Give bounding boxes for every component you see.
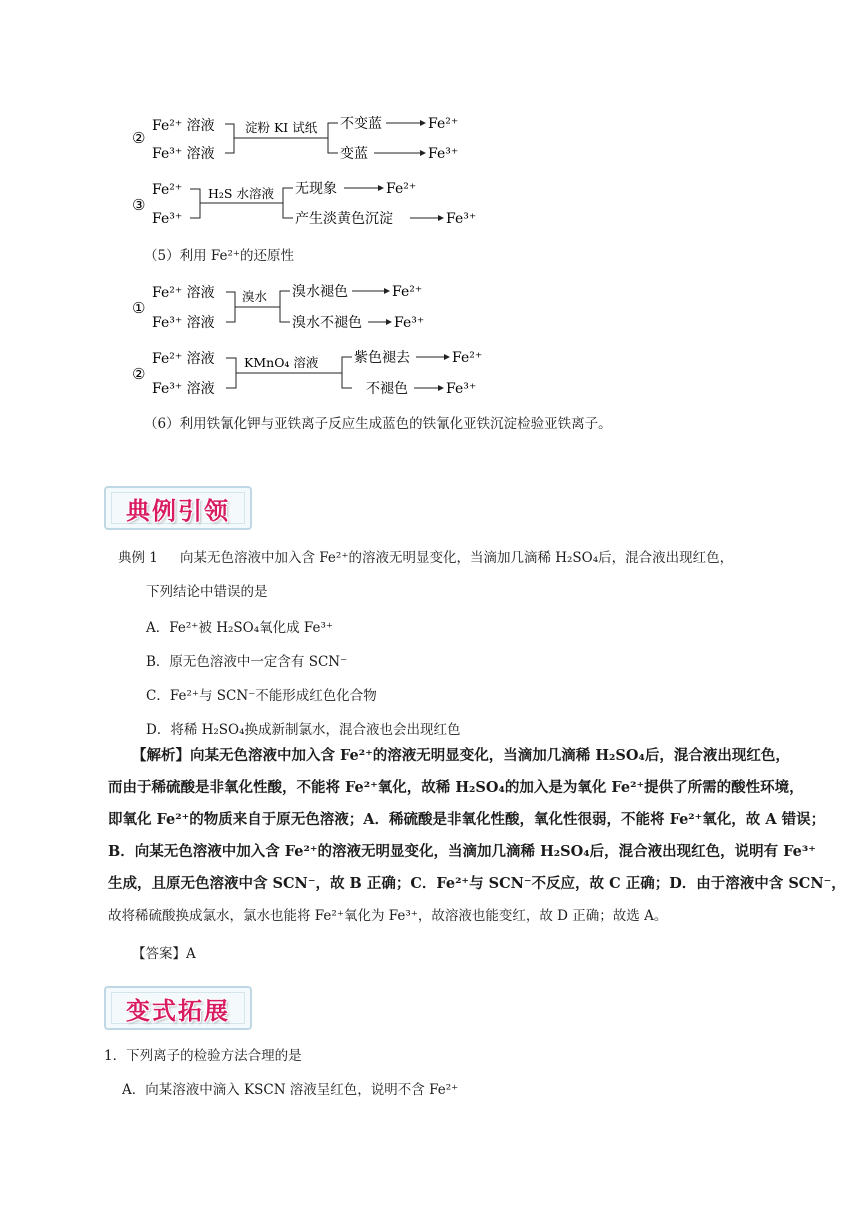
result-top: 无现象 [295,181,337,197]
result-top: 不变蓝 [340,116,382,132]
ion-bottom: Fe³⁺ [446,211,477,227]
analysis-line-1: 【解析】向某无色溶液中加入含 Fe²⁺的溶液无明显变化，当滴加几滴稀 H₂SO₄后，混合液出现红色， [132,747,790,764]
ion-bottom: Fe³⁺ [446,381,477,397]
diagram-bromine [128,278,488,336]
result-bottom: 不褪色 [366,381,408,397]
diagram-h2s [128,176,488,232]
analysis-line-4: B．向某无色溶液中加入含 Fe²⁺的溶液无明显变化，当滴加几滴稀 H₂SO₄后，混合液出现红色，说明有 Fe³⁺ [108,843,816,860]
option-a: A．Fe²⁺被 H₂SO₄氧化成 Fe³⁺ [146,620,334,636]
diagram-starch-ki [128,110,488,170]
reagent-label: 淀粉 KI 试纸 [245,120,318,135]
diagram-index: ③ [132,196,146,214]
fe3-label: Fe³⁺ [152,211,183,227]
result-bottom: 变蓝 [340,146,368,162]
ion-top: Fe²⁺ [392,284,423,300]
reagent-label: KMnO₄ 溶液 [244,355,319,370]
banner-title: 变式拓展 [126,996,230,1025]
analysis-line-2: 而由于稀硫酸是非氧化性酸，不能将 Fe²⁺氧化，故稀 H₂SO₄的加入是为氧化 Fe²⁺提供了所需的酸性环境， [108,779,804,796]
option-d: D．将稀 H₂SO₄换成新制氯水，混合液也会出现红色 [146,722,461,738]
fe3-solution-label: Fe³⁺ 溶液 [152,381,215,397]
diagram-kmno4 [128,344,508,402]
section-banner-variant [104,986,252,1030]
reagent-label: 溴水 [242,289,268,304]
question-1: 1．下列离子的检验方法合理的是 [104,1048,302,1064]
question-1-option-a: A．向某溶液中滴入 KSCN 溶液呈红色，说明不含 Fe²⁺ [122,1082,459,1098]
reagent-label: H₂S 水溶液 [208,186,274,201]
fe2-solution-label: Fe²⁺ 溶液 [152,285,215,301]
ion-top: Fe²⁺ [386,181,417,197]
section-banner-example [104,486,252,530]
option-b: B．原无色溶液中一定含有 SCN⁻ [146,654,348,670]
answer: 【答案】A [132,946,196,962]
diagram-index: ① [132,299,146,317]
result-top: 溴水褪色 [292,284,348,300]
example-question-line1: 向某无色溶液中加入含 Fe²⁺的溶液无明显变化，当滴加几滴稀 H₂SO₄后，混合液出现红色， [180,550,734,566]
analysis-line-6: 故将稀硫酸换成氯水，氯水也能将 Fe²⁺氧化为 Fe³⁺，故溶液也能变红，故 D 正确；故选 A。 [108,908,668,924]
result-top: 紫色褪去 [354,350,410,366]
ion-bottom: Fe³⁺ [394,315,425,331]
ion-top: Fe²⁺ [452,350,483,366]
fe3-solution-label: Fe³⁺ 溶液 [152,315,215,331]
item-6-text: （6）利用铁氰化钾与亚铁离子反应生成蓝色的铁氰化亚铁沉淀检验亚铁离子。 [144,416,612,432]
diagram-index: ② [132,129,146,147]
example-question-line2: 下列结论中错误的是 [146,584,268,600]
fe2-solution-label: Fe²⁺ 溶液 [152,118,215,134]
option-c: C．Fe²⁺与 SCN⁻不能形成红色化合物 [146,688,377,704]
fe3-solution-label: Fe³⁺ 溶液 [152,146,215,162]
banner-title: 典例引领 [126,496,230,525]
diagram-index: ② [132,365,146,383]
result-bottom: 产生淡黄色沉淀 [295,211,393,227]
fe2-solution-label: Fe²⁺ 溶液 [152,351,215,367]
ion-top: Fe²⁺ [428,116,459,132]
result-bottom: 溴水不褪色 [292,315,362,331]
fe2-label: Fe²⁺ [152,182,183,198]
analysis-line-5: 生成，且原无色溶液中含 SCN⁻，故 B 正确；C．Fe²⁺与 SCN⁻不反应，故 C 正确；D．由于溶液中含 SCN⁻， [108,875,846,892]
ion-bottom: Fe³⁺ [428,146,459,162]
analysis-line-3: 即氧化 Fe²⁺的物质来自于原无色溶液；A．稀硫酸是非氧化性酸，氧化性很弱，不能将 Fe²⁺氧化，故 A 错误； [108,811,826,828]
item-5-text: （5）利用 Fe²⁺的还原性 [144,248,295,264]
example-label: 典例 1 [118,550,158,566]
